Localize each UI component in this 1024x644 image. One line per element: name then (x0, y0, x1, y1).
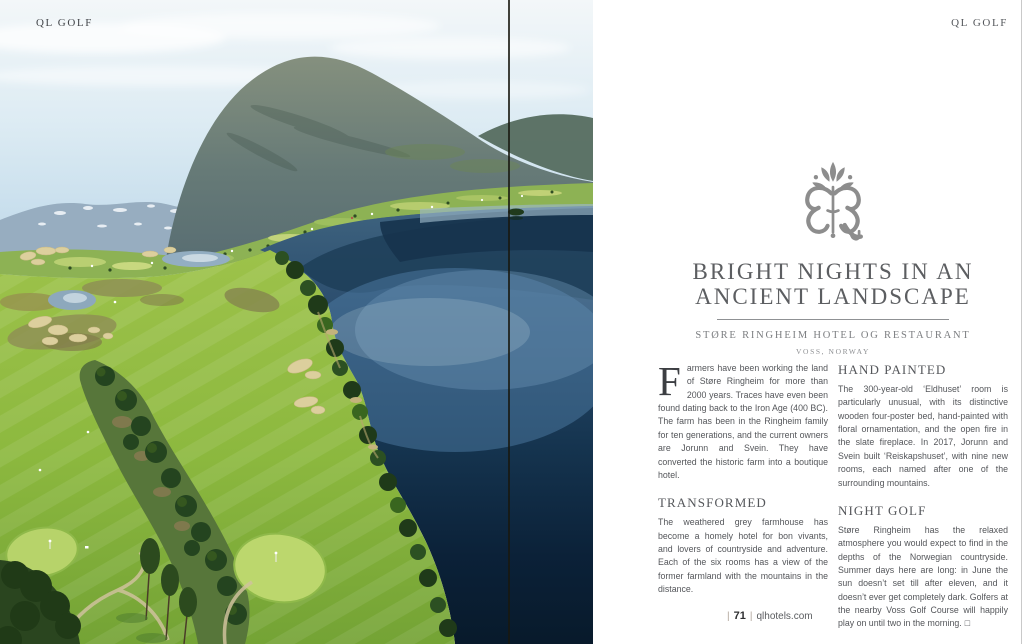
section-hand-painted (838, 362, 1008, 490)
intro-text: armers have been working the land of Støre Ringheim for more than 2000 years. Traces have even been found dating back to the Iron Age (400 BC). The farm has been in the Ringheim family for ten generations, and the current owners are Jorunn and Svein. They have converted the historic farm into a boutique hotel. (658, 363, 828, 480)
title-divider (717, 319, 949, 320)
section-night-golf (838, 503, 1008, 631)
body-column-left (658, 358, 828, 631)
page-number: 71 (733, 610, 746, 622)
left-page-header: QL GOLF (36, 17, 93, 29)
page-footer (723, 610, 813, 622)
body-column-right (838, 362, 1008, 631)
footer-separator: | (749, 611, 753, 622)
article-title (658, 260, 1008, 310)
hotel-location: VOSS, NORWAY (796, 346, 870, 356)
title-line-2: ANCIENT LANDSCAPE (695, 283, 971, 309)
page-edge-line (1021, 0, 1022, 644)
footer-separator: | (727, 611, 730, 622)
section-heading: NIGHT GOLF (838, 502, 927, 518)
page-gutter-line (508, 0, 510, 644)
article-body (658, 358, 1008, 631)
hotel-name: STØRE RINGHEIM HOTEL OG RESTAURANT (695, 329, 971, 341)
article-header (658, 160, 1008, 356)
section-heading: HAND PAINTED (838, 362, 947, 377)
end-of-article-mark: □ (964, 618, 971, 629)
right-page-header: QL GOLF (951, 17, 1008, 29)
store-ringheim-monogram-icon (788, 160, 878, 252)
section-heading: TRANSFORMED (658, 495, 767, 511)
intro-paragraph (658, 358, 828, 482)
section-transformed (658, 495, 828, 596)
section-body: The 300-year-old ‘Eldhuset’ room is particularly unusual, with its distinctive wooden four-poster bed, hand-painted with floral ornamentation, and the open fire in the slate fireplace. In 2017, Jorunn and Svein built ‘Reiskapshuset’, with nine new rooms, each named after one of the surrounding mountains. (838, 384, 1008, 488)
section-body (838, 524, 1008, 631)
section-body: The weathered grey farmhouse has become a homely hotel for bon vivants, and lovers of countryside and adventure. Each of the six rooms has a view of the former farmland with the mountains in the distance. (658, 517, 828, 595)
drop-cap: F (658, 358, 681, 404)
section-body-text: Støre Ringheim has the relaxed atmosphere you would expect to find in the depths of the Norwegian countryside. Summer days here are long: in June the sun doesn’t set till after eleven, and it doesn’t ever get completely dark. Golfers at the nearby Voss Golf Course will happily play on until two in the morning. (838, 524, 1008, 629)
title-line-1: BRIGHT NIGHTS IN AN (692, 259, 974, 284)
right-page (593, 0, 1024, 644)
website-link[interactable]: qlhotels.com (756, 611, 813, 622)
